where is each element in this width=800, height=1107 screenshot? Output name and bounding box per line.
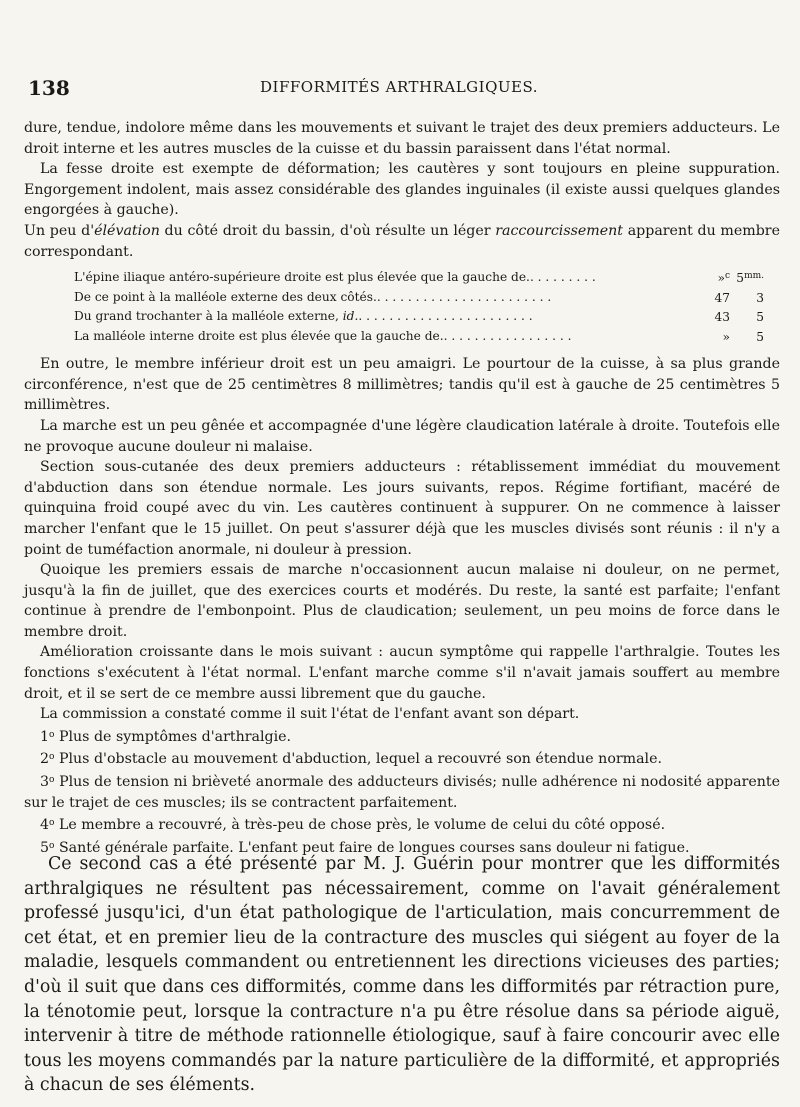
measure-mm: 5 — [756, 329, 764, 344]
paragraph: Amélioration croissante dans le mois suivant : aucun symptôme qui rappelle l'arthralgie. Toutes les fonctions s'exécutent à l'état normal. L'enfant marche comme s'il n'avait jamais souffert au membre droit, et il se sert de ce membre aussi librement que du gauche. — [24, 644, 780, 702]
list-item: 3$^o$ Plus de tension ni brièveté anormale des adducteurs divisés; nulle adhérence ni nodosité apparente sur le trajet de ces muscles; ils se contractent parfaitement. — [24, 774, 780, 811]
paragraph-elevation: Un peu d'élévation du côté droit du bassin, d'où résulte un léger raccourcissement apparent du membre correspondant. — [24, 222, 780, 260]
paragraph: La fesse droite est exempte de déformation; les cautères y sont toujours en pleine suppuration. Engorgement indolent, mais assez considérable des glandes inguinales (il existe aussi quelques glandes engorgées à gauche). — [24, 161, 780, 219]
measure-mm: $5^{mm.}$ — [736, 271, 764, 286]
measure-label: Du grand trochanter à la malléole externe, id.. . . . . . . . . . . . . . . . . . . . . . . — [74, 309, 533, 324]
table-row — [74, 307, 764, 327]
conclusion-paragraph: Ce second cas a été présenté par M. J. Guérin pour montrer que les difformités arthralgiques ne résultent pas nécessairement, comme on l'avait généralement professé jusqu'ici, d'un état pathologique de l'articulation, mais concurremment de cet état, et en premier lieu de la contracture des muscles qui siégent au foyer de la maladie, lesquels commandent ou entretiennent les directions vicieuses des parties; d'où il suit que dans ces difformités, comme dans les difformités par rétraction pure, la ténotomie peut, lorsque la contracture n'a pu être résolue dans sa période aiguë, intervenir à titre de méthode rationnelle étiologique, sauf à faire concourir avec elle tous les moyens commandés par la nature particulière de la difformité, et appropriés à chacun de ses éléments. — [24, 854, 780, 1096]
paragraph: Section sous-cutanée des deux premiers adducteurs : rétablissement immédiat du mouvement d'abduction dans son étendue normale. Les jours suivants, repos. Régime fortifiant, macéré de quinquina froid coupé avec du vin. Les cautères continuent à suppurer. On ne commence à laisser marcher l'enfant que le 15 juillet. On peut s'assurer déjà que les muscles divisés sont réunis : il n'y a point de tuméfaction anormale, ni douleur à pression. — [24, 459, 780, 558]
measure-mm: 5 — [756, 310, 764, 325]
measure-cm: 43 — [714, 310, 730, 325]
page-number: 138 — [28, 76, 70, 100]
list-item: 1$^o$ Plus de symptômes d'arthralgie. — [40, 728, 292, 745]
running-title: DIFFORMITÉS ARTHRALGIQUES. — [260, 78, 538, 96]
conclusion-section — [24, 852, 780, 1098]
paragraph: La commission a constaté comme il suit l'état de l'enfant avant son départ. — [40, 706, 580, 723]
measure-label: L'épine iliaque antéro-supérieure droite est plus élevée que la gauche de.. . . . . . . . . — [74, 270, 596, 285]
paragraph: En outre, le membre inférieur droit est un peu amaigri. Le pourtour de la cuisse, à sa plus grande circonférence, n'est que de 25 centimètres 8 millimètres; tandis qu'il est à gauche de 25 centimètres 5 millimètres. — [24, 356, 780, 414]
measure-cm: » — [722, 329, 730, 344]
paragraph: La marche est un peu gênée et accompagnée d'une légère claudication latérale à droite. Toutefois elle ne provoque aucune douleur ni malaise. — [24, 417, 780, 455]
list-item: 2$^o$ Plus d'obstacle au mouvement d'abduction, lequel a recouvré son étendue normale. — [40, 751, 662, 768]
measurements-table — [74, 268, 764, 346]
case-report-body — [24, 118, 780, 858]
table-row — [74, 288, 764, 308]
paragraph: dure, tendue, indolore même dans les mouvements et suivant le trajet des deux premiers adducteurs. Le droit interne et les autres muscles de la cuisse et du bassin paraissent dans l'état normal. — [24, 120, 780, 157]
table-row — [74, 268, 764, 288]
measure-cm: 47 — [714, 290, 730, 305]
table-row — [74, 327, 764, 347]
list-item: 4$^o$ Le membre a recouvré, à très-peu de chose près, le volume de celui du côté opposé. — [40, 817, 666, 834]
paragraph: Quoique les premiers essais de marche n'occasionnent aucun malaise ni douleur, on ne permet, jusqu'à la fin de juillet, que des exercices courts et modérés. Du reste, la santé est parfaite; l'enfant continue à prendre de l'embonpoint. Plus de claudication; seulement, un peu moins de force dans le membre droit. — [24, 562, 780, 640]
measure-mm: 3 — [756, 290, 764, 305]
measure-cm: »$^c$ — [717, 271, 730, 286]
measure-label: La malléole interne droite est plus élevée que la gauche de.. . . . . . . . . . . . . . . . . — [74, 328, 572, 343]
measure-label: De ce point à la malléole externe des deux côtés.. . . . . . . . . . . . . . . . . . . . . . . — [74, 289, 552, 304]
page-header — [28, 76, 770, 100]
list-item: 5$^o$ Santé générale parfaite. L'enfant peut faire de longues courses sans douleur ni fatigue. — [40, 839, 690, 856]
